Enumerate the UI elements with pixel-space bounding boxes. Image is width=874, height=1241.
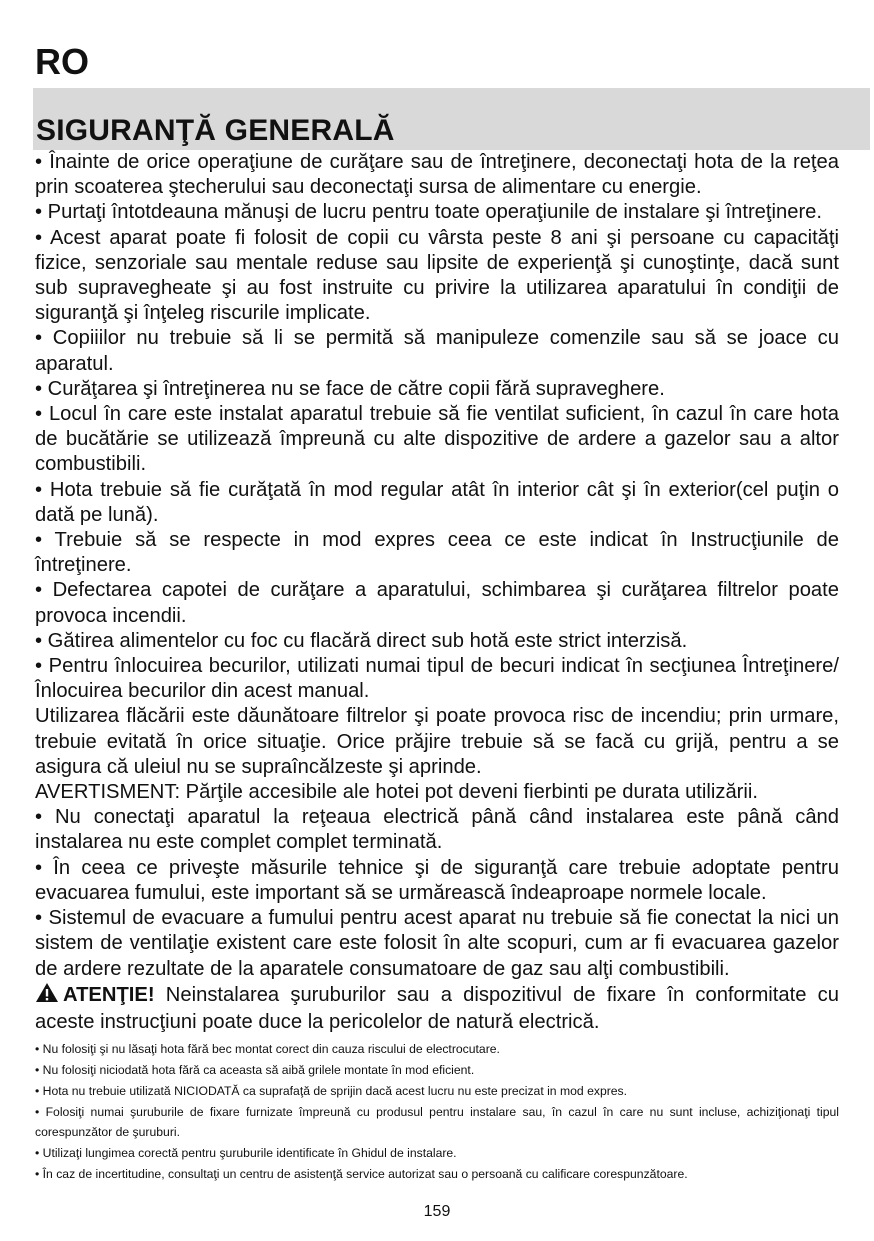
- list-item: • Nu folosiţi şi nu lăsaţi hota fără bec montat corect din cauza riscului de electrocutare.: [35, 1042, 500, 1057]
- paragraph: AVERTISMENT: Părţile accesibile ale hotei pot deveni fierbinti pe durata utilizării.: [35, 781, 758, 804]
- list-item: • Utilizaţi lungimea corectă pentru şuruburile identificate în Ghidul de instalare.: [35, 1146, 457, 1161]
- language-code: RO: [35, 41, 89, 82]
- paragraph: • Defectarea capotei de curăţare a aparatului, schimbarea şi curăţarea filtrelor poate provoca incendii.: [35, 579, 839, 627]
- small-print-list: [35, 1039, 839, 1185]
- paragraph: • Înainte de orice operaţiune de curăţare sau de întreţinere, deconectaţi hota de la reţea prin scoaterea ştecherului sau deconectaţi sursa de alimentare cu energie.: [35, 151, 839, 199]
- section-title: SIGURANŢĂ GENERALĂ: [36, 114, 395, 147]
- paragraph: • Purtaţi întotdeauna mănuşi de lucru pentru toate operaţiunile de instalare şi întreţinere.: [35, 201, 823, 224]
- list-item: • Nu folosiţi niciodată hota fără ca aceasta să aibă grilele montate în mod eficient.: [35, 1062, 475, 1077]
- list-item: • Hota nu trebuie utilizată NICIODATĂ ca suprafaţă de sprijin dacă acest lucru nu este precizat in mod expres.: [35, 1083, 628, 1098]
- paragraph: Utilizarea flăcării este dăunătoare filtrelor şi poate provoca risc de incendiu; prin urmare, trebuie evitată în orice situaţie. Orice prăjire trebuie să se facă cu grijă, pentru a se asigura că uleiul nu se supraîncălzeste şi aprinde.: [35, 705, 839, 778]
- paragraph: • Acest aparat poate fi folosit de copii cu vârsta peste 8 ani şi persoane cu capacităţi fizice, senzoriale sau mentale reduse sau lipsite de experienţă şi cunoştinţe, dacă sunt sub supravegheate şi au fost instruite cu privire la utilizarea aparatului în condiţii de siguranţă şi înţeleg riscurile implicate.: [35, 226, 839, 325]
- paragraph: • Copiiilor nu trebuie să li se permită să manipuleze comenzile sau să se joace cu aparatul.: [35, 327, 839, 375]
- paragraph: • În ceea ce priveşte măsurile tehnice şi de siguranţă care trebuie adoptate pentru evacuarea fumului, este important să se urmărească îndeaproape normele locale.: [35, 856, 839, 904]
- paragraph: • Curăţarea şi întreţinerea nu se face de către copii fără supraveghere.: [35, 377, 665, 400]
- section-title-bar: [33, 88, 870, 150]
- paragraph: • Gătirea alimentelor cu foc cu flacără direct sub hotă este strict interzisă.: [35, 629, 688, 652]
- list-item: • În caz de incertitudine, consultaţi un centru de asistenţă service autorizat sau o persoană cu calificare corespunzătoare.: [35, 1166, 688, 1181]
- paragraph: • Nu conectaţi aparatul la reţeaua electrică până când instalarea este până când instalarea nu este complet complet terminată.: [35, 806, 839, 854]
- document-body: [35, 150, 839, 1185]
- warning-paragraph: [35, 982, 839, 1035]
- paragraph: • Sistemul de evacuare a fumului pentru acest aparat nu trebuie să fie conectat la nici un sistem de ventilaţie existent care este folosit în alte scopuri, cum ar fi evacuarea gazelor de ardere rezultate de la aparatele consumatoare de gaz sau alţi combustibili.: [35, 907, 839, 980]
- warning-triangle-icon: [35, 982, 59, 1010]
- warning-label: ATENŢIE!: [63, 983, 155, 1006]
- paragraph: • Locul în care este instalat aparatul trebuie să fie ventilat suficient, în cazul în care hota de bucătărie se utilizează împreună cu alte dispozitive de ardere a gazelor sau a altor combustibili.: [35, 403, 839, 476]
- warning-text: Neinstalarea şuruburilor sau a dispozitivul de fixare în conformitate cu aceste instrucţiuni poate duce la pericolelor de natură electrică.: [35, 983, 839, 1033]
- paragraph: • Trebuie să se respecte in mod expres ceea ce este indicat în Instrucţiunile de întreţinere.: [35, 529, 839, 577]
- paragraph: • Pentru înlocuirea becurilor, utilizati numai tipul de becuri indicat în secţiunea Întreţinere/Înlocuirea becurilor din acest manual.: [35, 655, 839, 703]
- paragraph: • Hota trebuie să fie curăţată în mod regular atât în interior cât şi în exterior(cel puţin o dată pe lună).: [35, 478, 839, 526]
- page-number: 159: [423, 1203, 451, 1220]
- list-item: • Folosiţi numai şuruburile de fixare furnizate împreună cu produsul pentru instalare sau, în cazul în care nu sunt incluse, achiziţionaţi tipul corespunzător de şuruburi.: [35, 1104, 839, 1140]
